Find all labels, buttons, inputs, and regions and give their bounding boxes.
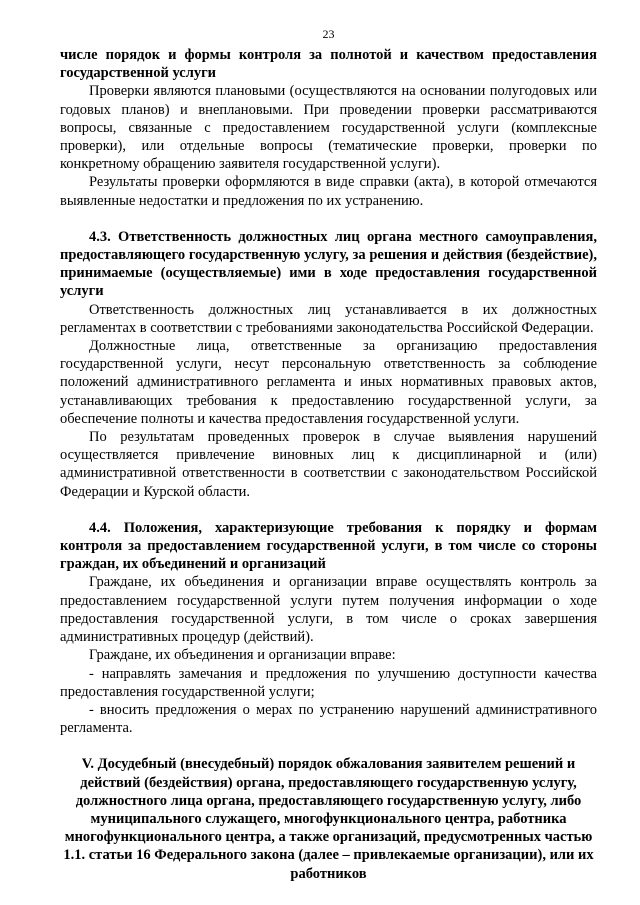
body-paragraph: Проверки являются плановыми (осуществляются на основании полугодовых или годовых планов) и внеплановыми. При проведении проверки рассматриваются вопросы, связанные с предоставлением государственной услуги (комплексные проверки), или отдельные вопросы (тематические проверки, проверки по конкретному обращению заявителя государственной услуги).	[60, 83, 597, 173]
body-paragraph: Граждане, их объединения и организации вправе:	[89, 647, 396, 664]
body-paragraph: По результатам проведенных проверок в случае выявления нарушений осуществляется привлечение виновных лиц к дисциплинарной и (или) административной ответственности в соответствии с законодательством Российской Федерации и Курской области.	[60, 429, 597, 500]
paragraph-gap	[60, 501, 597, 519]
body-paragraph: Ответственность должностных лиц устанавливается в их должностных регламентах в соответствии с требованиями законодательства Российской Федерации.	[60, 301, 597, 336]
page-number: 23	[322, 27, 335, 41]
body-paragraph: Результаты проверки оформляются в виде справки (акта), в которой отмечаются выявленные недостатки и предложения по их устранению.	[60, 174, 597, 209]
body-paragraph: Должностные лица, ответственные за организацию предоставления государственной услуги, несут персональную ответственность за соблюдение положений административного регламента и иных нормативных правовых актов, устанавливающих требования к предоставлению государственной услуги, за обеспечение полноты и качества предоставления государственной услуги.	[60, 338, 597, 427]
section-heading: V. Досудебный (внесудебный) порядок обжалования заявителем решений и действий (бездействия) органа, предоставляющего государственную услугу, должностного лица органа, предоставляющего государственную услугу, либо муниципального служащего, многофункционального центра, работника многофункционального центра, а также организаций, предусмотренных частью 1.1. статьи 16 Федерального закона (далее – привлекаемые организации), или их работников	[63, 756, 594, 882]
heading-paragraph: числе порядок и формы контроля за полнотой и качеством предоставления государственной услуги	[60, 47, 597, 82]
section-gap	[60, 737, 597, 755]
heading-paragraph: 4.4. Положения, характеризующие требования к порядку и формам контроля за предоставлением государственной услуги, в том числе со стороны граждан, их объединений и организаций	[60, 519, 597, 573]
document-page	[60, 28, 597, 883]
body-paragraph: - направлять замечания и предложения по улучшению доступности качества предоставления государственной услуги;	[60, 665, 597, 700]
body-paragraph: Граждане, их объединения и организации вправе осуществлять контроль за предоставлением государственной услуги путем получения информации о ходе предоставления государственной услуги, в том числе о сроках завершения административных процедур (действий).	[60, 574, 597, 646]
document-body	[60, 46, 597, 737]
paragraph-gap	[60, 210, 597, 228]
body-paragraph: - вносить предложения о мерах по устранению нарушений административного регламента.	[60, 701, 597, 737]
heading-paragraph: 4.3. Ответственность должностных лиц органа местного самоуправления, предоставляющего государственную услугу, за решения и действия (бездействие), принимаемые (осуществляемые) ими в ходе предоставления государственной услуги	[60, 228, 597, 300]
